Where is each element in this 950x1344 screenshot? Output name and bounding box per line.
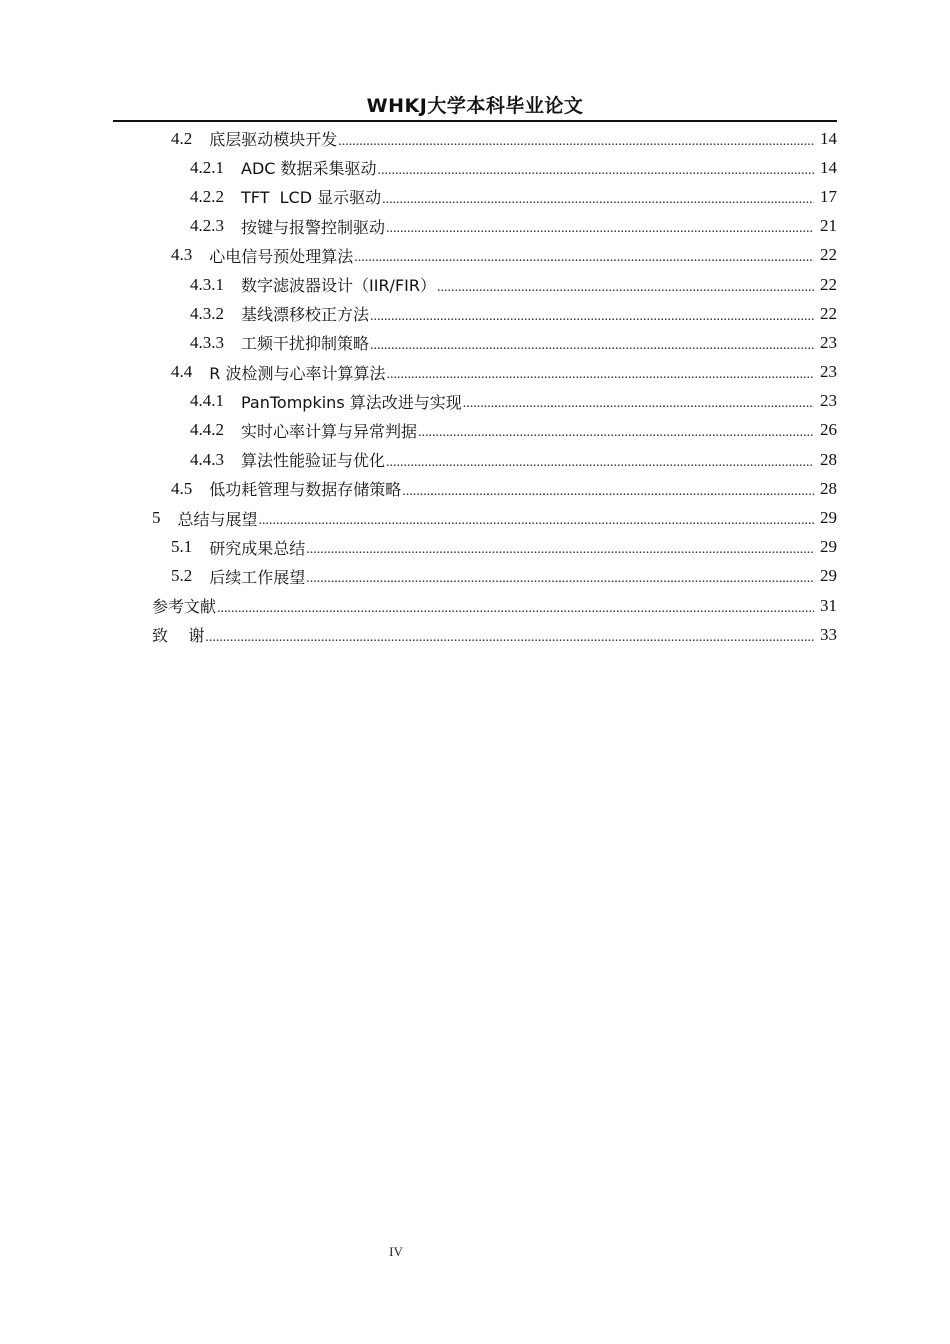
toc-dot-leader: [205, 630, 814, 646]
toc-entry-title: TFT LCD 显示驱动: [241, 188, 382, 208]
toc-entry[interactable]: [0, 591, 950, 620]
toc-entry-page: 33: [820, 624, 837, 644]
toc-entry-title: PanTompkins 算法改进与实现: [241, 392, 462, 412]
toc-entry[interactable]: [0, 358, 950, 387]
toc-entry[interactable]: [0, 212, 950, 241]
toc-dot-leader: [370, 338, 814, 354]
toc-entry-number: 5: [152, 508, 178, 528]
toc-entry-title: 心电信号预处理算法: [209, 246, 354, 266]
toc-entry[interactable]: [0, 124, 950, 153]
toc-entry[interactable]: [0, 503, 950, 532]
toc-entry-page: 29: [820, 566, 837, 586]
toc-entry-number: 4.2.2: [190, 186, 241, 206]
toc-entry-page: 29: [820, 508, 837, 528]
toc-entry[interactable]: [0, 270, 950, 299]
toc-dot-leader: [370, 309, 814, 325]
toc-entry[interactable]: [0, 620, 950, 649]
toc-dot-leader: [217, 601, 814, 617]
toc-entry[interactable]: [0, 182, 950, 211]
toc-entry[interactable]: [0, 241, 950, 270]
toc-dot-leader: [259, 513, 814, 529]
toc-entry-page: 28: [820, 449, 837, 469]
toc-entry[interactable]: [0, 153, 950, 182]
toc-dot-leader: [386, 221, 814, 237]
toc-dot-leader: [382, 192, 814, 208]
toc-entry[interactable]: [0, 474, 950, 503]
toc-entry-page: 22: [820, 245, 837, 265]
toc-entry-title: 工频干扰抑制策略: [241, 334, 370, 354]
toc-entry-number: 4.3: [171, 245, 210, 265]
toc-entry-page: 14: [820, 128, 837, 148]
toc-entry-page: 29: [820, 537, 837, 557]
toc-dot-leader: [378, 163, 814, 179]
toc-entry-title: 致 谢: [152, 626, 205, 646]
toc-dot-leader: [418, 425, 814, 441]
toc-entry-title: 研究成果总结: [209, 538, 306, 558]
toc-entry-page: 22: [820, 274, 837, 294]
toc-entry-page: 17: [820, 186, 837, 206]
toc-dot-leader: [386, 455, 814, 471]
toc-entry-title: 参考文献: [152, 597, 217, 617]
toc-entry-number: 4.4: [171, 362, 210, 382]
toc-entry-page: 28: [820, 478, 837, 498]
toc-entry-number: 5.2: [171, 566, 210, 586]
toc-entry-title: R 波检测与心率计算算法: [209, 363, 386, 383]
page-header: WHKJ大学本科毕业论文: [113, 94, 837, 122]
toc-entry-title: ADC 数据采集驱动: [241, 159, 377, 179]
toc-dot-leader: [306, 571, 814, 587]
toc-entry[interactable]: [0, 416, 950, 445]
toc-entry[interactable]: [0, 533, 950, 562]
toc-entry[interactable]: [0, 299, 950, 328]
toc-entry[interactable]: [0, 328, 950, 357]
page-number: IV: [389, 1244, 403, 1259]
toc-entry[interactable]: [0, 387, 950, 416]
toc-entry-title: 底层驱动模块开发: [209, 130, 338, 150]
toc-entry[interactable]: [0, 562, 950, 591]
toc-entry-title: 基线漂移校正方法: [241, 305, 370, 325]
toc-entry-page: 22: [820, 303, 837, 323]
toc-dot-leader: [338, 134, 814, 150]
toc-entry-page: 31: [820, 595, 837, 615]
toc-entry-page: 23: [820, 362, 837, 382]
toc-entry-number: 4.3.2: [190, 303, 241, 323]
toc-entry-title: 算法性能验证与优化: [241, 451, 386, 471]
toc-entry-number: 4.5: [171, 478, 210, 498]
toc-entry-title: 数字滤波器设计（IIR/FIR）: [241, 276, 436, 296]
toc-entry-number: 4.4.3: [190, 449, 241, 469]
toc-entry-number: 4.2: [171, 128, 210, 148]
toc-entry-number: 4.3.3: [190, 332, 241, 352]
toc-entry-number: 4.3.1: [190, 274, 241, 294]
toc-entry-number: 5.1: [171, 537, 210, 557]
toc-entry-page: 23: [820, 332, 837, 352]
toc-dot-leader: [386, 367, 814, 383]
toc-entry-title: 总结与展望: [177, 509, 258, 529]
toc-entry-title: 后续工作展望: [209, 567, 306, 587]
toc-entry-title: 低功耗管理与数据存储策略: [209, 480, 402, 500]
toc-dot-leader: [402, 484, 814, 500]
toc-entry-number: 4.2.3: [190, 216, 241, 236]
toc-entry-page: 21: [820, 216, 837, 236]
toc-dot-leader: [354, 250, 814, 266]
toc-entry-number: 4.4.2: [190, 420, 241, 440]
toc-entry-page: 14: [820, 157, 837, 177]
toc-entry-number: 4.2.1: [190, 157, 241, 177]
toc-dot-leader: [306, 542, 814, 558]
toc-entry-number: 4.4.1: [190, 391, 241, 411]
toc-entry-title: 实时心率计算与异常判据: [241, 421, 418, 441]
toc-entry-page: 26: [820, 420, 837, 440]
toc-entry[interactable]: [0, 445, 950, 474]
toc-entry-page: 23: [820, 391, 837, 411]
table-of-contents: [0, 124, 950, 649]
toc-dot-leader: [437, 280, 814, 296]
toc-dot-leader: [463, 396, 814, 412]
toc-entry-title: 按键与报警控制驱动: [241, 217, 386, 237]
